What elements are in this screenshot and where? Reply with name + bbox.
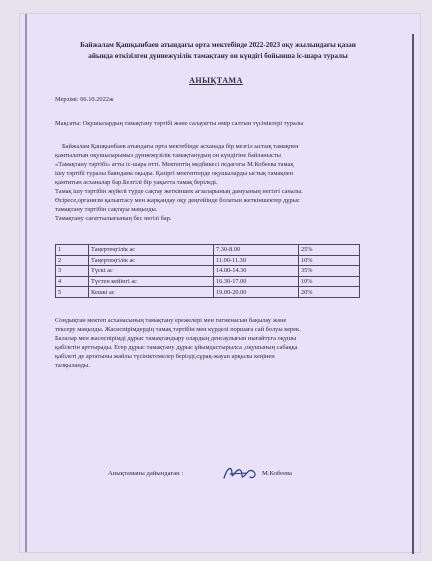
body-line: қамтитын асханалар бар.Белгілі бір уақытта тамақ беріледі.: [55, 179, 218, 186]
body-line: Байжалам Қашқынбаев атындағы орта мектебінде асханада бір мезгіл ыстық тамақпен: [62, 143, 299, 150]
document-title: [58, 40, 378, 62]
meal-percent: 25%: [299, 245, 360, 256]
row-number: 3: [56, 266, 89, 277]
table-row: [56, 287, 360, 298]
meal-name: Түскі ас: [89, 266, 214, 277]
row-number: 2: [56, 255, 89, 266]
meal-percent: 10%: [299, 255, 360, 266]
page-edge-shadow-left: [25, 14, 27, 552]
table-row: [56, 276, 360, 287]
meal-percent: 10%: [299, 276, 360, 287]
meal-time: 14.00-14.30: [214, 266, 299, 277]
meal-percent: 35%: [299, 266, 360, 277]
meal-name: Таңертеңгілік ас: [89, 255, 214, 266]
meal-name: Кешкі ас: [89, 287, 214, 298]
document-heading: АНЫҚТАМА: [189, 76, 243, 85]
meal-name: Таңертеңгілік ас: [89, 245, 214, 256]
body-line: Тамақтану сағаттылығының бес негізі бар.: [55, 215, 172, 222]
body-line: Өсіресе,организм қалыптасу мен жарқандау оқу деңгейінде болатын жеткіншектер дұрыс: [55, 197, 300, 204]
closing-line: Сондықтан мектеп асханасының тамақтану ережелері мен гигиенасын бақылау және: [55, 317, 287, 324]
body-line: тамақтану тәртібін сақтауы маңызды.: [55, 206, 158, 213]
title-line-2: айында өткізілген дүниежүзілік тамақтану он күндігі бойынша іс-шара туралы: [88, 52, 348, 60]
handwritten-signature: [220, 462, 260, 484]
signature-name: М.Кобеева: [262, 470, 292, 477]
row-number: 5: [56, 287, 89, 298]
meal-percent: 20%: [299, 287, 360, 298]
meal-time: 16.30-17.00: [214, 276, 299, 287]
table-row: [56, 245, 360, 256]
meal-time: 11.00-11.30: [214, 255, 299, 266]
signature-label: Анықтаманы дайындаған :: [108, 470, 184, 477]
body-line: қамтылатын оқушыларымыз дүниежүзілік тамақтанудың он күндігіне байланысты: [55, 152, 281, 159]
closing-line: Балалар мен жасөспірімді дұрыс тамақтандыру олардың денсаулығын нығайтуға оқушы: [55, 335, 297, 342]
title-line-1: Байжалам Қашқынбаев атындағы орта мектебінде 2022-2023 оқу жылындағы қазан: [80, 41, 356, 49]
meal-name: Түстен кейінгі ас: [89, 276, 214, 287]
body-line: ішу тәртібі туралы баяндама оқыды. Қазіргі мектептерде оқушыларды ыстық тамақпен: [55, 170, 293, 177]
subject-line: Мақсаты: Оқушылардың тамақтану тәртібі және салауатты өмір салтын түсініктері туралы: [55, 120, 304, 127]
row-number: 4: [56, 276, 89, 287]
table-row: [56, 255, 360, 266]
closing-line: талқыланды.: [55, 362, 90, 369]
date-line: Мерзімі: 06.10.2022ж: [55, 96, 114, 103]
closing-line: қабілеті де артатыны жайлы түсініктемелер берілді,сұрақ-жауап арқылы кеңінен: [55, 353, 275, 360]
body-line: «Тамақтану тәртібі» атты іс-шара өтті. Мектептің медбикесі педагогы М.Кобеева тамақ: [55, 161, 294, 168]
table-row: [56, 266, 360, 277]
body-line: Тамақ ішу тәртібін жүйелі түрде сақтау жеткіншек ағзаларының дамуының негізгі саналы.: [55, 188, 303, 195]
closing-line: қабілетін арттырады. Егер дұрыс тамақтану дұрыс ұйымдастырылса ,оқушының сабаққа: [55, 344, 298, 351]
row-number: 1: [56, 245, 89, 256]
page-edge-shadow-right: [412, 34, 414, 554]
meal-schedule-table: [55, 244, 360, 298]
meal-time: 7.30-8.00: [214, 245, 299, 256]
closing-line: тексеру маңызды. Жасөспірімдердің тамақ тәртібін мен күрделі поршаға сай болуы керек.: [55, 326, 301, 333]
meal-time: 19.00-20.00: [214, 287, 299, 298]
